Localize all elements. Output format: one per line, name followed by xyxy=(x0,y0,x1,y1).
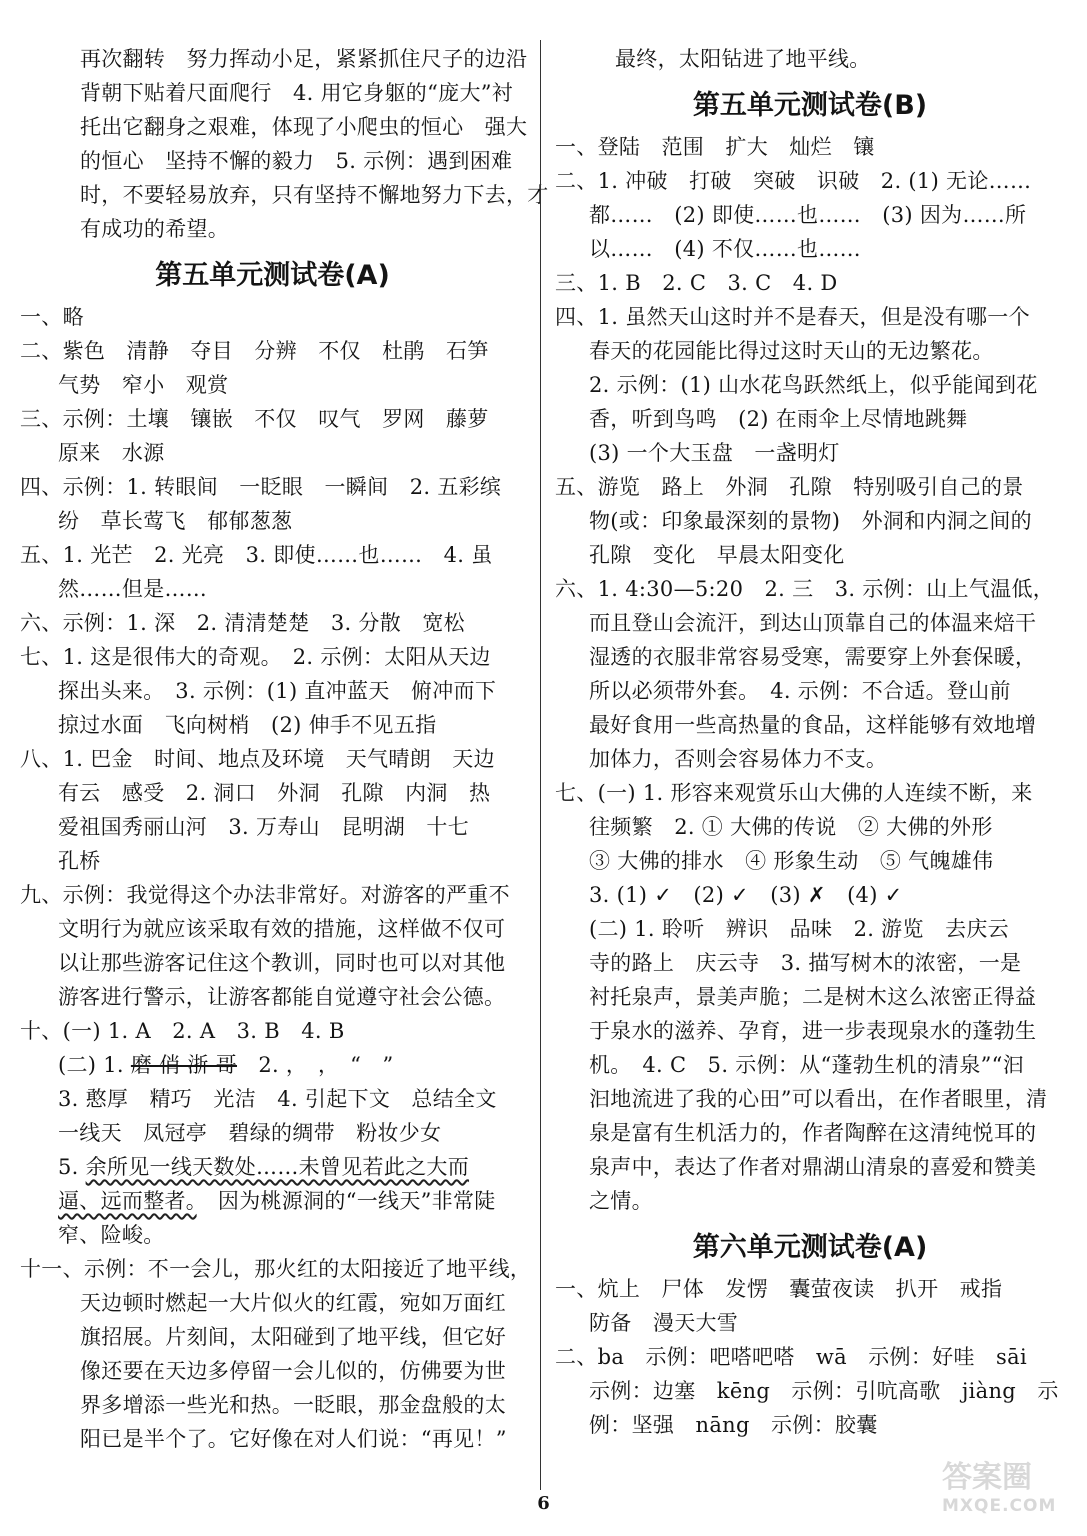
answer-line: 例：坚强 nāng 示例：胶囊 xyxy=(589,1413,878,1437)
answer-line: 游客进行警示，让游客都能自觉遵守社会公德。 xyxy=(58,985,506,1009)
answer-line: 香，听到鸟鸣 (2) 在雨伞上尽情地跳舞 xyxy=(589,407,968,431)
answer-line: 2. 示例：(1) 山水花鸟跃然纸上，似乎能闻到花 xyxy=(589,373,1038,397)
answer-line: 二、1. 冲破 打破 突破 识破 2. (1) 无论…… xyxy=(555,169,1032,193)
answer-line: 加体力，否则会容易体力不支。 xyxy=(589,747,888,771)
answer-line: 一、略 xyxy=(20,305,84,329)
answer-line: 以让那些游客记住这个教训，同时也可以对其他 xyxy=(58,951,506,975)
answer-line: 孔隙 变化 早晨太阳变化 xyxy=(589,543,845,567)
answer-line: 示例：边塞 kēng 示例：引吭高歌 jiàng 示 xyxy=(589,1379,1059,1403)
answer-line: 七、1. 这是很伟大的奇观。 2. 示例：太阳从天边 xyxy=(20,645,491,669)
answer-line: 五、1. 光芒 2. 光亮 3. 即使……也…… 4. 虽 xyxy=(20,543,493,567)
answer-line: 八、1. 巴金 时间、地点及环境 天气晴朗 天边 xyxy=(20,747,495,771)
answer-line: 泉是富有生机活力的，作者陶醉在这清纯悦耳的 xyxy=(589,1121,1037,1145)
answer-line: 十一、示例：不一会儿，那火红的太阳接近了地平线， xyxy=(20,1257,532,1281)
answer-line: (二) 1. 聆听 辨识 品味 2. 游览 去庆云 xyxy=(589,917,1009,941)
answer-line: 于泉水的滋养、孕育，进一步表现泉水的蓬勃生 xyxy=(589,1019,1037,1043)
answer-line: 旗招展。片刻间，太阳碰到了地平线，但它好 xyxy=(80,1325,506,1349)
answer-line: 掠过水面 飞向树梢 (2) 伸手不见五指 xyxy=(58,713,437,737)
answer-line: 之情。 xyxy=(589,1189,653,1213)
answer-line xyxy=(20,1048,525,1082)
answer-line: 爱祖国秀丽山河 3. 万寿山 昆明湖 十七 xyxy=(58,815,470,839)
struck-out-characters: 磨 俏 浙 哥 xyxy=(130,1053,238,1077)
wavy-underlined-quote: 余所见一线天数处……未曾见若此之大而 xyxy=(85,1155,470,1179)
answer-line: 文明行为就应该采取有效的措施，这样做不仅可 xyxy=(58,917,506,941)
answer-line: 防备 漫天大雪 xyxy=(589,1311,739,1335)
answer-line: 九、示例：我觉得这个办法非常好。对游客的严重不 xyxy=(20,883,510,907)
wavy-underlined-quote: 逼、远而整者。 xyxy=(58,1189,197,1213)
answer-line: 最好食用一些高热量的食品，这样能够有效地增 xyxy=(589,713,1037,737)
answer-line: 探出头来。 3. 示例：(1) 直冲蓝天 俯冲而下 xyxy=(58,679,497,703)
answer-line: 七、(一) 1. 形容来观赏乐山大佛的人连续不断，来 xyxy=(555,781,1033,805)
answer-line: 的恒心 坚持不懈的毅力 5. 示例：遇到困难 xyxy=(80,149,513,173)
answer-line: 原来 水源 xyxy=(58,441,165,465)
answer-line: 再次翻转 努力挥动小足，紧紧抓住尺子的边沿 xyxy=(80,47,528,71)
answer-line: 时，不要轻易放弃，只有坚持不懈地努力下去，才 xyxy=(80,183,549,207)
answer-line: 3. 憨厚 精巧 光洁 4. 引起下文 总结全文 xyxy=(58,1087,497,1111)
answer-line: 机。 4. C 5. 示例：从“蓬勃生机的清泉”“汩 xyxy=(589,1053,1024,1077)
section-heading: 第五单元测试卷(B) xyxy=(692,90,928,121)
answer-line: 以…… (4) 不仅……也…… xyxy=(589,237,861,261)
answer-line: 有成功的希望。 xyxy=(80,217,230,241)
answer-line: 孔桥 xyxy=(58,849,101,873)
answer-line: 最终，太阳钻进了地平线。 xyxy=(615,47,871,71)
answer-line: 五、游览 路上 外洞 孔隙 特别吸引自己的景 xyxy=(555,475,1024,499)
answer-line: 三、1. B 2. C 3. C 4. D xyxy=(555,271,838,295)
answer-line: 一、登陆 范围 扩大 灿烂 镶 xyxy=(555,135,875,159)
answer-line: 往频繁 2. ① 大佛的传说 ② 大佛的外形 xyxy=(589,815,993,839)
answer-line: 有云 感受 2. 洞口 外洞 孔隙 内洞 热 xyxy=(58,781,491,805)
answer-line: 六、示例：1. 深 2. 清清楚楚 3. 分散 宽松 xyxy=(20,611,465,635)
answer-line: 托出它翻身之艰难，体现了小爬虫的恒心 强大 xyxy=(80,115,528,139)
answer-line: 泉声中，表达了作者对鼎湖山清泉的喜爱和赞美 xyxy=(589,1155,1037,1179)
left-column xyxy=(20,42,549,1456)
answer-line: 物(或：印象最深刻的景物) 外洞和内洞之间的 xyxy=(589,509,1032,533)
watermark-text: 答案圈 xyxy=(942,1460,1032,1495)
answer-line: 汩地流进了我的心田”可以看出，在作者眼里，清 xyxy=(589,1087,1048,1111)
section-heading: 第六单元测试卷(A) xyxy=(692,1232,928,1263)
answer-line: 四、示例：1. 转眼间 一眨眼 一瞬间 2. 五彩缤 xyxy=(20,475,502,499)
section-heading: 第五单元测试卷(A) xyxy=(155,260,390,291)
answer-line: 天边顿时燃起一大片似火的红霞，宛如万面红 xyxy=(80,1291,506,1315)
right-column xyxy=(555,42,1065,1442)
page-number: 6 xyxy=(537,1493,550,1514)
answer-line: 3. (1) ✓ (2) ✓ (3) ✗ (4) ✓ xyxy=(589,883,903,907)
answer-line: 气势 窄小 观赏 xyxy=(58,373,229,397)
answer-line: 都…… (2) 即使……也…… (3) 因为……所 xyxy=(589,203,1027,227)
answer-line xyxy=(20,1184,525,1218)
answer-line: 像还要在天边多停留一会儿似的，仿佛要为世 xyxy=(80,1359,506,1383)
answer-line: 二、ba 示例：吧嗒吧嗒 wā 示例：好哇 sāi xyxy=(555,1345,1027,1369)
column-divider xyxy=(540,40,541,1490)
answer-line: 一线天 凤冠亭 碧绿的绸带 粉妆少女 xyxy=(58,1121,442,1145)
answer-line: 六、1. 4:30—5:20 2. 三 3. 示例：山上气温低， xyxy=(555,577,1055,601)
answer-line: 界多增添一些光和热。一眨眼，那金盘般的太 xyxy=(80,1393,506,1417)
answer-line: 十、(一) 1. A 2. A 3. B 4. B xyxy=(20,1019,345,1043)
answer-line: 然……但是…… xyxy=(58,577,208,601)
answer-line: 阳已是半个了。它好像在对人们说：“再见！” xyxy=(80,1427,507,1451)
answer-line: 纷 草长莺飞 郁郁葱葱 xyxy=(58,509,293,533)
answer-line: 一、炕上 尸体 发愣 囊萤夜读 扒开 戒指 xyxy=(555,1277,1003,1301)
answer-line: 窄、险峻。 xyxy=(58,1223,165,1247)
answer-line: ③ 大佛的排水 ④ 形象生动 ⑤ 气魄雄伟 xyxy=(589,849,994,873)
answer-line: 衬托泉声，景美声脆；二是树木这么浓密正得益 xyxy=(589,985,1037,1009)
answer-line: 所以必须带外套。 4. 示例：不合适。登山前 xyxy=(589,679,1011,703)
answer-line: 二、紫色 清静 夺目 分辨 不仅 杜鹃 石笋 xyxy=(20,339,489,363)
answer-text: 5. xyxy=(58,1155,86,1179)
answer-line: 湿透的衣服非常容易受寒，需要穿上外套保暖， xyxy=(589,645,1037,669)
answer-text: 因为桃源洞的“一线天”非常陡 xyxy=(196,1189,496,1213)
answer-line: (3) 一个大玉盘 一盏明灯 xyxy=(589,441,840,465)
answer-text: (二) 1. xyxy=(58,1053,131,1077)
watermark-logo xyxy=(942,1452,1067,1522)
answer-line: 而且登山会流汗，到达山顶靠自己的体温来焙干 xyxy=(589,611,1037,635)
answer-line xyxy=(20,1150,525,1184)
answer-line: 四、1. 虽然天山这时并不是春天，但是没有哪一个 xyxy=(555,305,1030,329)
watermark-url: MXQE.COM xyxy=(942,1496,1057,1516)
answer-text: 2. ， ， “ ” xyxy=(237,1053,394,1077)
answer-line: 三、示例：土壤 镶嵌 不仅 叹气 罗网 藤萝 xyxy=(20,407,489,431)
answer-line: 背朝下贴着尺面爬行 4. 用它身躯的“庞大”衬 xyxy=(80,81,514,105)
answer-line: 春天的花园能比得过这时天山的无边繁花。 xyxy=(589,339,994,363)
answer-line: 寺的路上 庆云寺 3. 描写树木的浓密，一是 xyxy=(589,951,1022,975)
